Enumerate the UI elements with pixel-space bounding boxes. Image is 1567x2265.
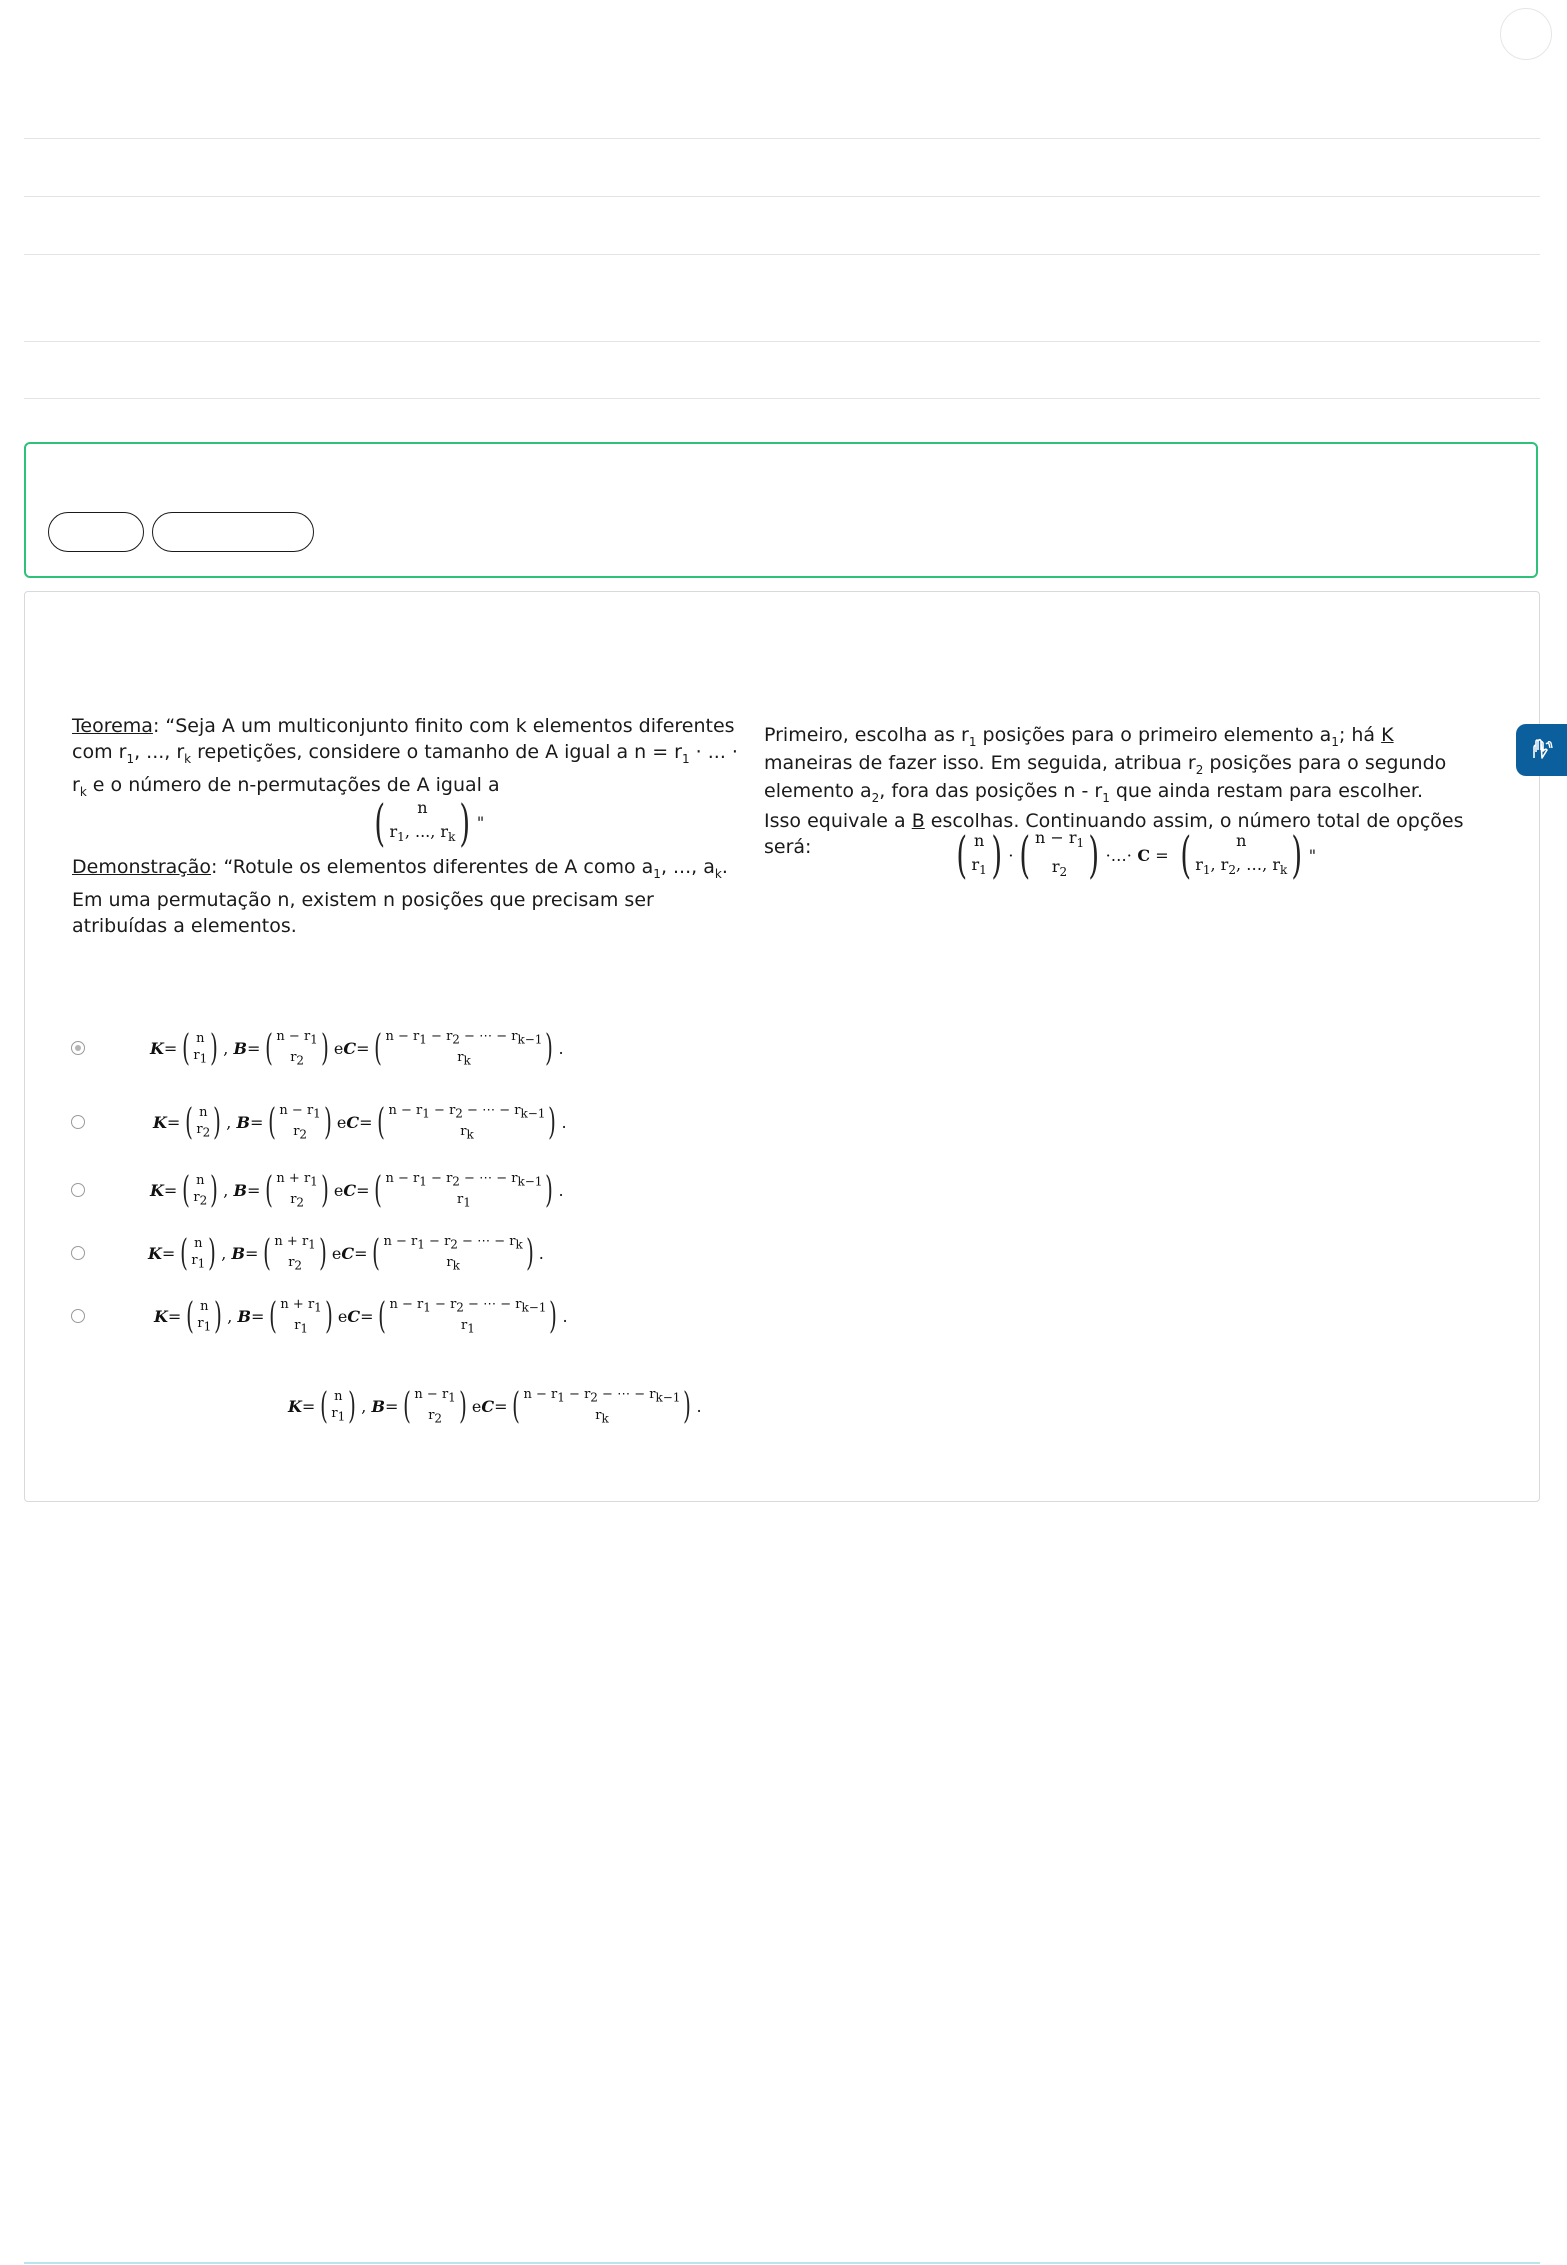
K-label: K — [150, 1181, 164, 1201]
divider — [24, 254, 1540, 255]
K-label: K — [148, 1244, 162, 1264]
text: ; há — [1338, 724, 1382, 746]
text: maneiras de fazer isso. Em seguida, atribua r — [764, 751, 1196, 774]
divider — [24, 341, 1540, 342]
option-radio[interactable] — [71, 1183, 85, 1197]
bottom-divider — [24, 2262, 1540, 2264]
text: : “Seja A um multiconjunto finito com k elementos diferentes com r — [72, 715, 735, 763]
option-radio[interactable] — [71, 1041, 85, 1055]
text: , fora das posições n - r — [879, 779, 1103, 802]
blank-K: K — [1381, 724, 1394, 746]
option-formula[interactable]: K = ( n $r_1$ ) , B = ( $n + r_1$ $r_1$ ) e C = ( $n - r_1 - r_2$ − ⋯ − $r_{k-1}$ $r_1$ ) . — [154, 1295, 568, 1337]
text: e o número de n-permutações de A igual a — [86, 773, 500, 796]
hands-icon — [1528, 736, 1556, 764]
text: , ..., a — [660, 856, 715, 878]
top-avatar-button[interactable] — [1500, 8, 1552, 60]
text: , ..., r — [134, 741, 185, 763]
text: Primeiro, escolha as r — [764, 724, 969, 746]
divider — [24, 398, 1540, 399]
option-formula[interactable]: K = ( n $r_1$ ) , B = ( $n + r_1$ $r_2$ ) e C = ( $n - r_1 - r_2$ − ⋯ − $r_k$ $r_k$ ) . — [148, 1232, 544, 1274]
divider — [24, 138, 1540, 139]
text: Isso equivale a — [764, 810, 912, 832]
option-radio[interactable] — [71, 1309, 85, 1323]
text: escolhas. Continuando assim, o número total de opções será: — [764, 810, 1464, 858]
K-label: K — [150, 1039, 164, 1059]
text: repetições, considere o tamanho de A igual a n = r — [191, 741, 682, 763]
option-radio[interactable] — [71, 1246, 85, 1260]
header-pill-button[interactable] — [152, 512, 314, 552]
text: : “Rotule os elementos diferentes de A como a — [211, 856, 654, 878]
demo-label: Demonstração — [72, 856, 212, 878]
answer-formula-row: K = ( n $r_1$ ) , B = ( $n - r_1$ $r_2$ ) e C = ( $n - r_1 - r_2$ − ⋯ − $r_{k-1}$ $r_k$ ) . — [288, 1385, 702, 1427]
K-label: K — [154, 1307, 168, 1327]
option-formula[interactable]: K = ( n $r_2$ ) , B = ( $n - r_1$ $r_2$ ) e C = ( $n - r_1 - r_2$ − ⋯ − $r_{k-1}$ $r_k$ ) . — [153, 1101, 567, 1143]
K-label: K — [288, 1397, 302, 1417]
statement-right: Primeiro, escolha as $r_1$ posições para o primeiro elemento $a_1$; há K maneiras de fazer isso. Em seguida, atribua $r_2$ posições para o segundo elemento $a_2$, fora das posições n - $r_1$ que ainda restam para escolher. — [764, 724, 1447, 805]
question-header-card — [24, 442, 1538, 578]
teorema-label: Teorema — [72, 715, 153, 737]
text: · ... · r — [72, 741, 738, 796]
text: . Em uma permutação n, existem n posições que precisam ser atribuídas a elementos. — [72, 856, 728, 937]
statement-demo: Demonstração: “Rotule os elementos diferentes de A como $a_1$, ..., $a_k$. Em uma permutação n, existem n posições que precisam ser atribuídas a elementos. — [72, 856, 728, 937]
text: posições para o primeiro elemento a — [976, 724, 1332, 746]
multinomial-formula: ( n $r_1$, ..., $r_k$ ) " — [374, 793, 485, 852]
text: que ainda restam para escolher. — [1109, 779, 1424, 802]
blank-B: B — [911, 810, 925, 832]
option-formula[interactable]: K = ( n $r_1$ ) , B = ( $n - r_1$ $r_2$ ) e C = ( $n - r_1 - r_2$ − ⋯ − $r_{k-1}$ $r_k$ ) . — [150, 1027, 564, 1069]
option-radio[interactable] — [71, 1115, 85, 1129]
option-formula[interactable]: K = ( n $r_2$ ) , B = ( $n + r_1$ $r_2$ ) e C = ( $n - r_1 - r_2$ − ⋯ − $r_{k-1}$ $r_1$ ) . — [150, 1169, 564, 1211]
K-label: K — [153, 1113, 167, 1133]
statement-left: Teorema: “Seja A um multiconjunto finito com k elementos diferentes com $r_1$, ..., $r_k$ repetições, considere o tamanho de A igual a $n = r_1$ · ... · $r_k$ e o número de n-permutações de A igual a — [72, 715, 738, 799]
divider — [24, 196, 1540, 197]
text: posições para o segundo elemento a — [764, 751, 1447, 802]
product-formula: ( n $r_1$ ) · ( $n - r_1$ $r_2$ ) ·…· C = ( n $r_1$, $r_2$, …, $r_k$ ) " — [956, 826, 1317, 885]
sign-language-hands-icon[interactable] — [1516, 724, 1567, 776]
header-pill-button[interactable] — [48, 512, 144, 552]
